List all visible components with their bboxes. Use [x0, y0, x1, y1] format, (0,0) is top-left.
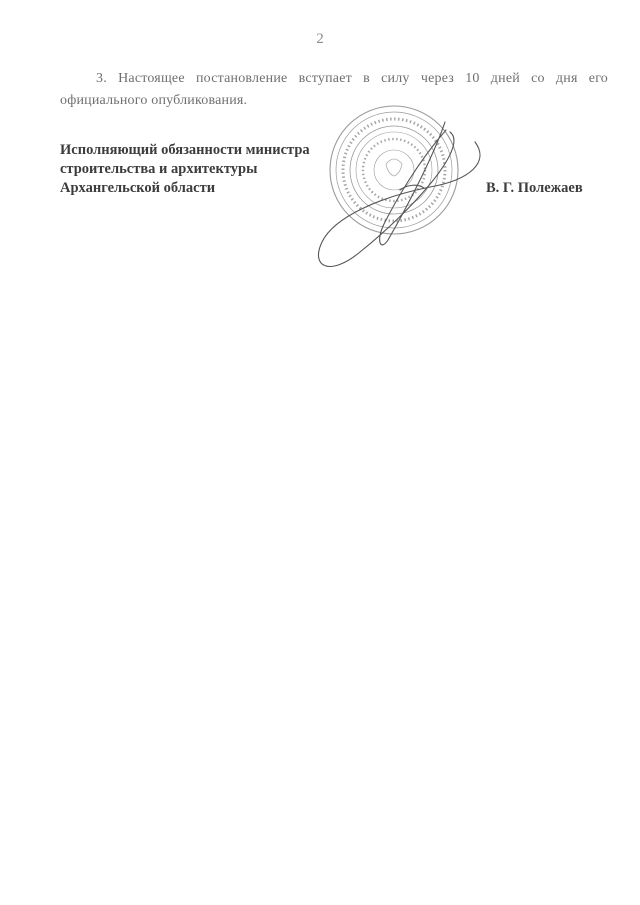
page-number: 2: [316, 31, 324, 47]
signatory-name: В. Г. Полежаев: [486, 180, 583, 196]
signer-position: [60, 141, 310, 198]
signer-position-line-2: строительства и архитектуры: [60, 161, 258, 177]
paragraph-3: 3. Настоящее постановление вступает в силу через 10 дней со дня его официального опубликования.: [60, 71, 608, 108]
handwritten-signature-icon: [300, 92, 500, 282]
signer-position-line-3: Архангельской области: [60, 180, 216, 196]
signer-position-line-1: Исполняющий обязанности министра: [60, 142, 310, 158]
